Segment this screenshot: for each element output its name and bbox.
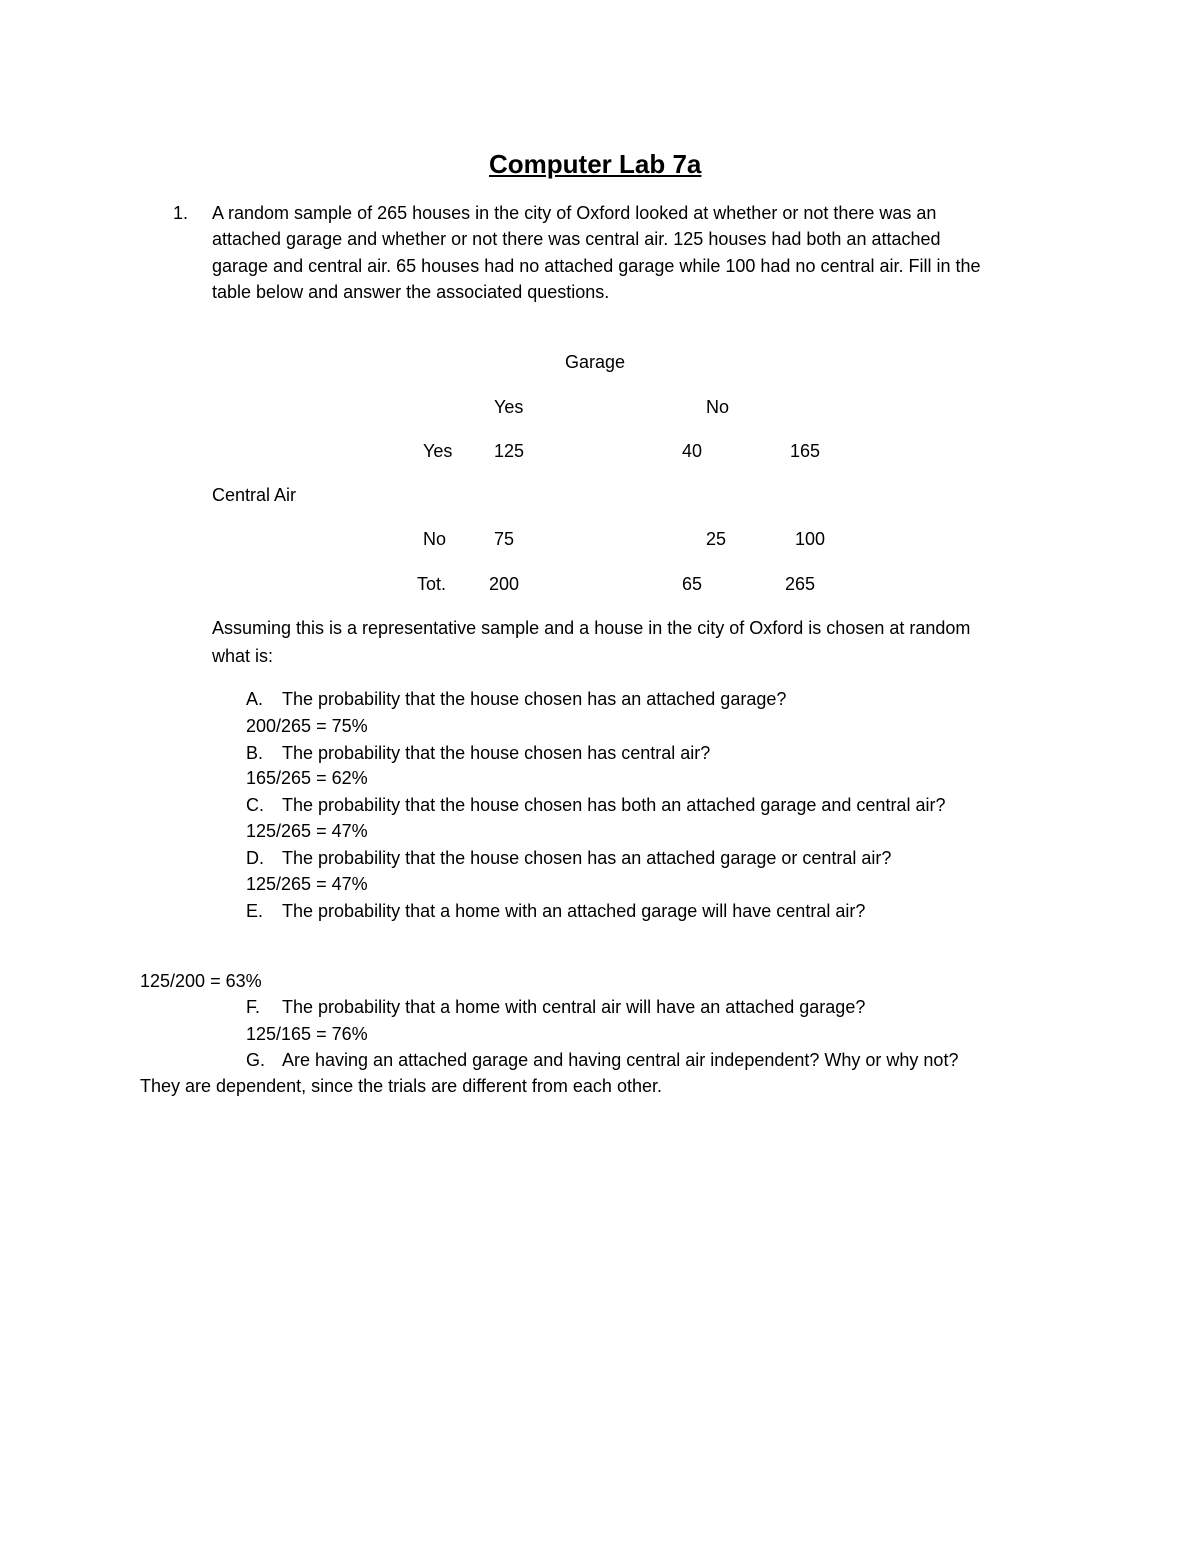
item-answer: 125/165 = 76% [246, 1024, 368, 1044]
question-line: garage and central air. 65 houses had no attached garage while 100 had no central air. Fill in the [212, 256, 981, 276]
table-cell: 65 [682, 574, 703, 594]
item-answer: They are dependent, since the trials are different from each other. [140, 1076, 662, 1096]
item-letter: D. [246, 848, 264, 868]
intro-line: what is: [212, 646, 274, 666]
question-number: 1. [173, 203, 189, 223]
table-cell: 200 [489, 574, 520, 594]
table-col-no: No [706, 397, 730, 417]
intro-line: Assuming this is a representative sample and a house in the city of Oxford is chosen at random [212, 618, 971, 638]
item-letter: F. [246, 997, 261, 1017]
table-cell: 265 [785, 574, 816, 594]
table-cell: 75 [494, 529, 515, 549]
table-cell: 40 [682, 441, 703, 461]
item-question: Are having an attached garage and having central air independent? Why or why not? [282, 1050, 959, 1070]
table-cell: 25 [706, 529, 727, 549]
item-answer: 125/265 = 47% [246, 874, 368, 894]
table-cell: 125 [494, 441, 525, 461]
table-row-header: Central Air [212, 485, 297, 505]
table-cell: 100 [795, 529, 826, 549]
question-line: A random sample of 265 houses in the city of Oxford looked at whether or not there was an [212, 203, 937, 223]
table-cell: 165 [790, 441, 821, 461]
item-answer: 125/200 = 63% [140, 971, 262, 991]
item-question: The probability that a home with central air will have an attached garage? [282, 997, 866, 1017]
question-line: attached garage and whether or not there was central air. 125 houses had both an attached [212, 229, 941, 249]
item-answer: 125/265 = 47% [246, 821, 368, 841]
table-col-yes: Yes [494, 397, 524, 417]
item-letter: G. [246, 1050, 266, 1070]
table-row-tot-label: Tot. [417, 574, 447, 594]
question-line: table below and answer the associated questions. [212, 282, 610, 302]
table-col-header: Garage [565, 352, 626, 372]
item-question: The probability that the house chosen has an attached garage or central air? [282, 848, 892, 868]
item-letter: A. [246, 689, 264, 709]
item-question: The probability that the house chosen has an attached garage? [282, 689, 787, 709]
item-letter: C. [246, 795, 264, 815]
item-letter: E. [246, 901, 264, 921]
item-question: The probability that the house chosen has both an attached garage and central air? [282, 795, 946, 815]
item-question: The probability that the house chosen has central air? [282, 743, 711, 763]
page-title: Computer Lab 7a [489, 149, 702, 179]
table-row-no-label: No [423, 529, 447, 549]
item-letter: B. [246, 743, 264, 763]
item-question: The probability that a home with an attached garage will have central air? [282, 901, 866, 921]
item-answer: 165/265 = 62% [246, 768, 368, 788]
item-answer: 200/265 = 75% [246, 716, 368, 736]
table-row-yes-label: Yes [423, 441, 453, 461]
